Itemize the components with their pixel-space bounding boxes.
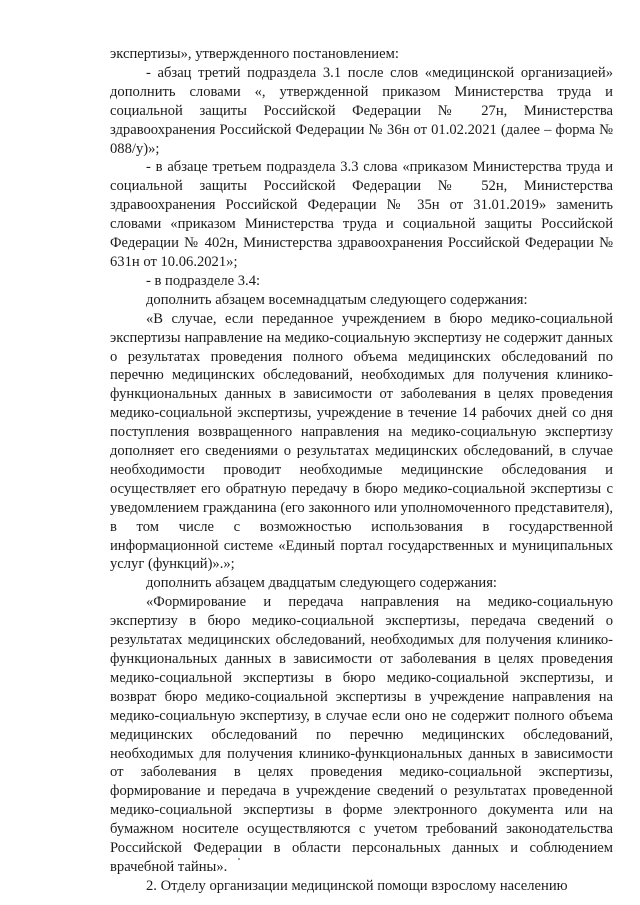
paragraph-item-2: 2. Отделу организации медицинской помощи взрослому населению bbox=[146, 877, 568, 894]
paragraph-add-18: дополнить абзацем восемнадцатым следующего содержания: bbox=[146, 291, 528, 308]
paragraph-quote-18: «В случае, если переданное учреждением в бюро медико-социальной экспертизы направление на медико-социальную экспертизу не содержит данных о результатах проведения полного объема медицинских обследований по перечню медицинских обследований, необходимых для получения клинико-функциональных данных в зависимости от заболевания в целях проведения медико-социальной экспертизы, учреждение в течение 14 рабочих дней со дня поступления возвращенного направления на медико-социальную экспертизу дополняет его сведениями о результатах медицинских обследований, в случае необходимости проводит необходимые медицинские обследования и осуществляет его обратную передачу в бюро медико-социальной экспертизы с уведомлением гражданина (его законного или уполномоченного представителя), в том числе с возможностью использования в государственной информационной системе «Единый портал государственных и муниципальных услуг (функций)».»; bbox=[110, 310, 613, 573]
paragraph-intro: экспертизы», утвержденного постановлением: bbox=[110, 46, 399, 62]
paragraph-add-20: дополнить абзацем двадцатым следующего содержания: bbox=[146, 575, 497, 592]
document-body bbox=[110, 45, 613, 896]
paragraph-subsection-3-4: - в подразделе 3.4: bbox=[146, 272, 261, 289]
paragraph-quote-20: «Формирование и передача направления на медико-социальную экспертизу в бюро медико-социальной экспертизы, передача сведений о результатах медицинских обследований, необходимых для получения клинико-функциональных данных в зависимости от заболевания в целях проведения медико-социальной экспертизы в бюро медико-социальной экспертизы, и возврат бюро медико-социальной экспертизы в учреждение направления на медико-социальную экспертизу, в случае если оно не содержит полного объема медицинских обследований по перечню медицинских обследований, необходимых для получения клинико-функциональных данных в зависимости от заболевания в целях проведения медико-социальной экспертизы, формирование и передача в учреждение сведений о результатах проведенной медико-социальной экспертизы в форме электронного документа или на бумажном носителе осуществляются с учетом требований законодательства Российской Федерации в области персональных данных и соблюдением врачебной тайны». bbox=[110, 594, 613, 875]
scan-speck bbox=[238, 858, 240, 860]
paragraph-subsection-3-3: - в абзаце третьем подраздела 3.3 слова «приказом Министерства труда и социальной защиты Российской Федерации № 52н, Министерства здравоохранения Российской Федерации № 35н от 31.01.2019» заменить словами «приказом Министерства труда и социальной защиты Российской Федерации № 402н, Министерства здравоохранения Российской Федерации № 631н от 10.06.2021»; bbox=[110, 159, 613, 270]
paragraph-subsection-3-1: - абзац третий подраздела 3.1 после слов «медицинской организацией» дополнить словами «, утвержденной приказом Министерства труда и социальной защиты Российской Федерации № 27н, Министерства здравоохранения Российской Федерации № 36н от 01.02.2021 (далее – форма № 088/у)»; bbox=[110, 64, 613, 157]
